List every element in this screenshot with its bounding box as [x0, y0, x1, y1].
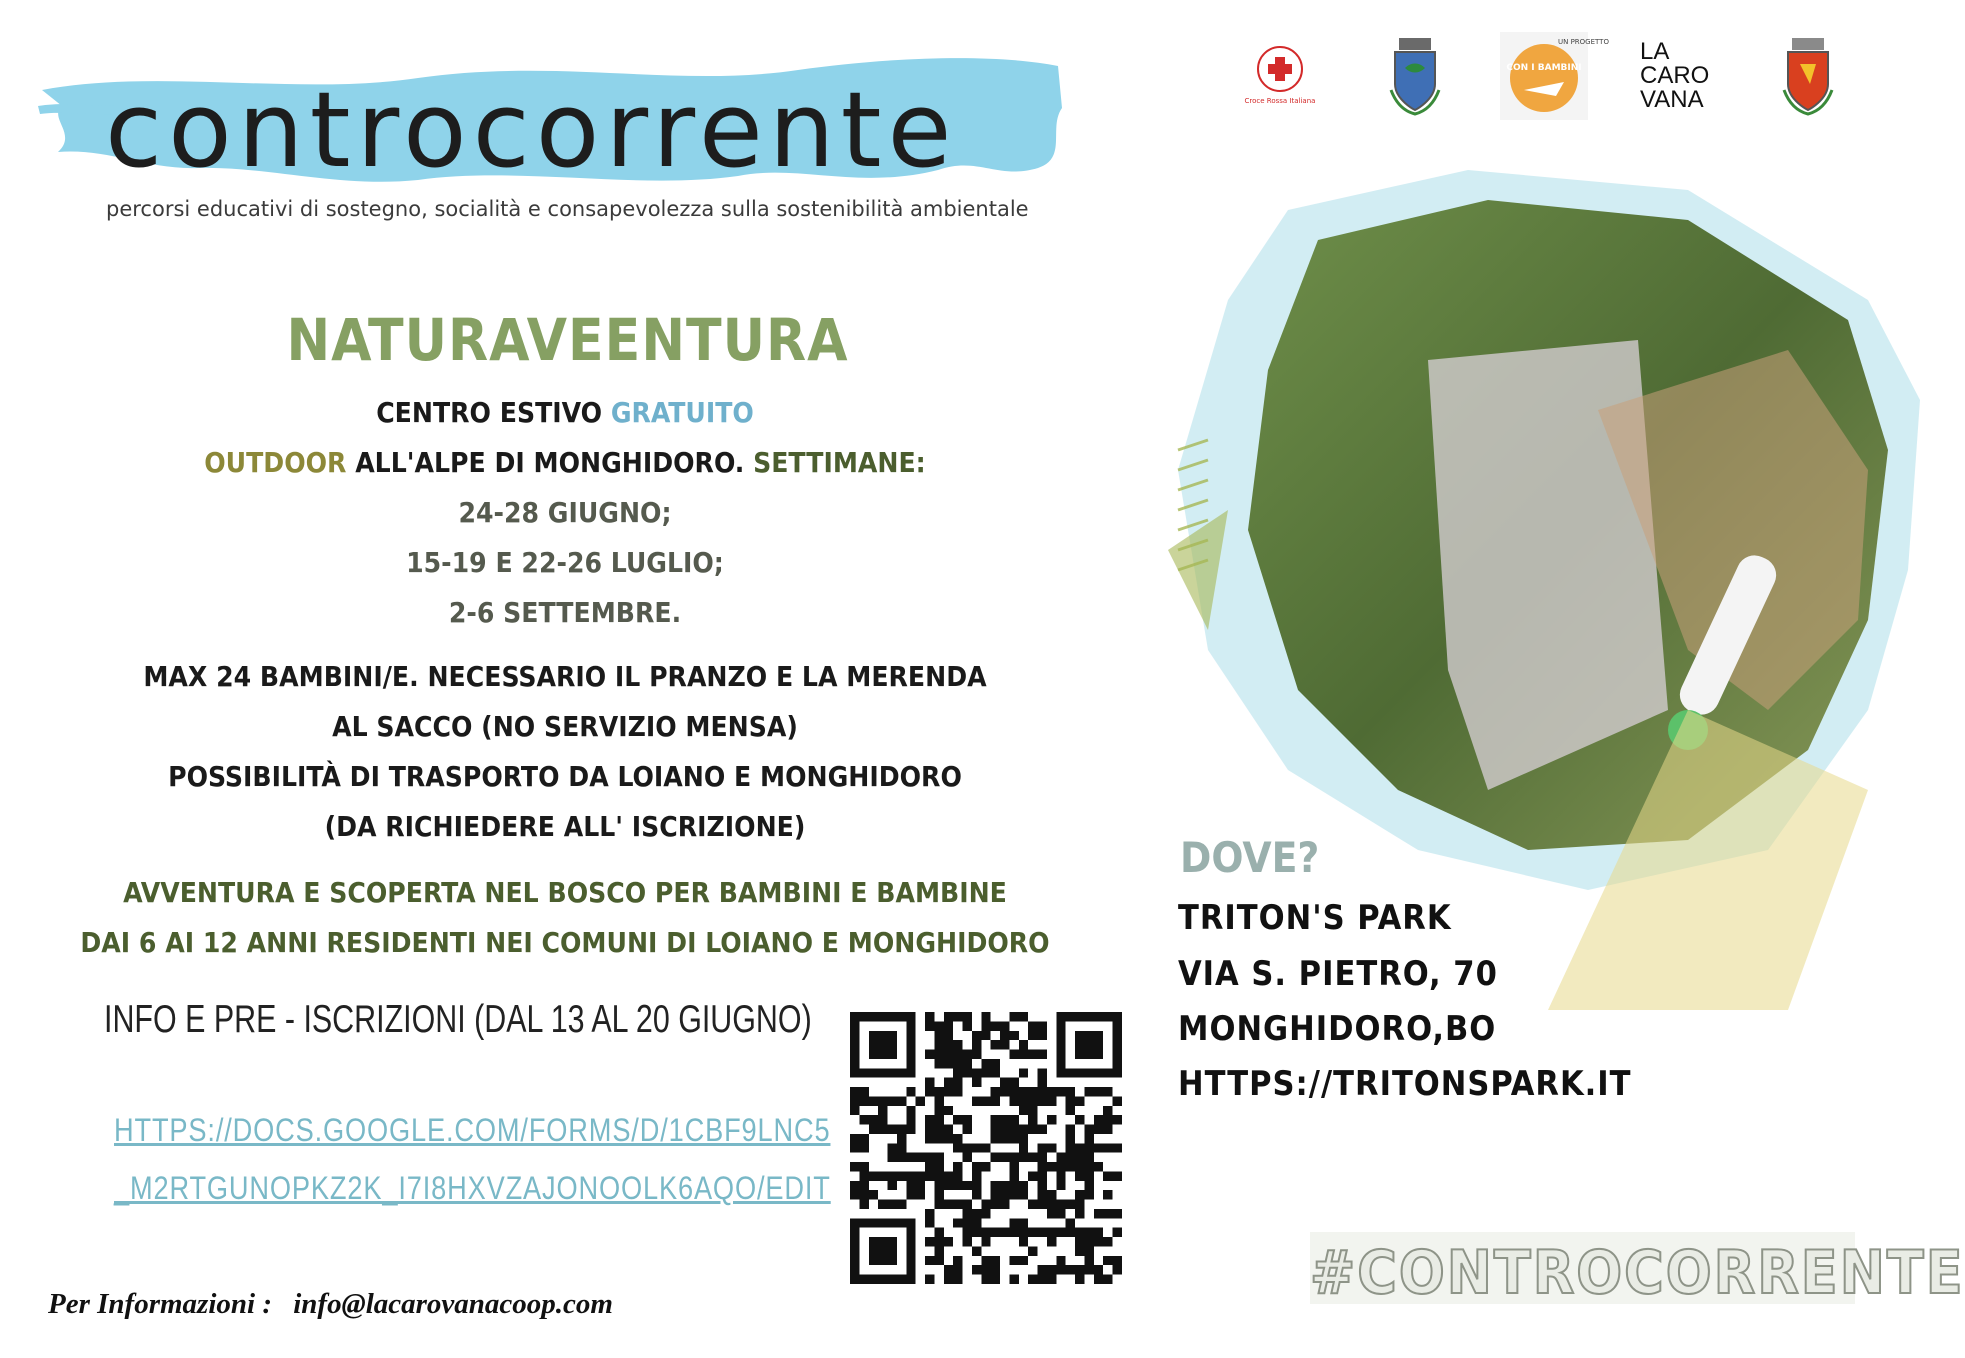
note-on-request: (DA RICHIEDERE ALL' ISCRIZIONE): [324, 810, 806, 843]
brand-tagline: percorsi educativi di sostegno, socialità e consapevolezza sulla sostenibilità ambientale: [106, 197, 1029, 221]
caravana-line-1: LA: [1640, 38, 1670, 65]
location-name: TRITON'S PARK: [1178, 898, 1452, 938]
free-label: GRATUITO: [610, 396, 754, 429]
hashtag-banner: [1310, 1232, 1965, 1308]
event-line-location: [60, 438, 1070, 488]
week-3: 2-6 SETTEMBRE.: [448, 596, 682, 629]
location-city: MONGHIDORO,BO: [1178, 1009, 1497, 1049]
brand-wordmark: controcorrente: [105, 69, 958, 191]
note-transport: POSSIBILITÀ DI TRASPORTO DA LOIANO E MONGHIDORO: [168, 760, 962, 793]
registration-link-line-2[interactable]: _M2RTGUNOPKZ2K_I7I8HXVZAJONOOLK6AQO/EDIT: [114, 1170, 831, 1206]
qr-code[interactable]: [850, 1012, 1122, 1284]
contact-email[interactable]: info@lacarovanacoop.com: [293, 1288, 613, 1320]
red-cross-text: Croce Rossa Italiana: [1244, 97, 1316, 105]
con-i-bambini-logo: [1500, 30, 1609, 122]
location-website[interactable]: HTTPS://TRITONSPARK.IT: [1178, 1064, 1632, 1104]
contact-info: [48, 1288, 613, 1321]
registration-link-line-1[interactable]: HTTPS://DOCS.GOOGLE.COM/FORMS/D/1CBF9LNC5: [114, 1112, 831, 1148]
caravana-line-2: CARO: [1640, 62, 1710, 89]
municipal-crest-loiano-icon: [1385, 30, 1445, 122]
week-1: 24-28 GIUGNO;: [458, 496, 672, 529]
caravana-line-3: VANA: [1640, 86, 1704, 113]
camp-label: CENTRO ESTIVO: [376, 396, 603, 429]
red-cross-logo: [1240, 30, 1320, 122]
where-heading: DOVE?: [1180, 833, 1320, 882]
contact-label: Per Informazioni :: [48, 1288, 272, 1320]
description-line-1: AVVENTURA E SCOPERTA NEL BOSCO PER BAMBINI E BAMBINE: [123, 876, 1007, 909]
registration-label: INFO E PRE - ISCRIZIONI (DAL 13 AL 20 GIUGNO): [104, 998, 812, 1041]
municipal-crest-monghidoro-icon: [1778, 30, 1838, 122]
alpe-label: ALL'ALPE DI MONGHIDORO.: [355, 446, 745, 479]
project-name: CON I BAMBINI: [1506, 63, 1582, 73]
note-max-children: MAX 24 BAMBINI/E. NECESSARIO IL PRANZO E LA MERENDA: [143, 660, 987, 693]
outdoor-label: OUTDOOR: [204, 446, 347, 479]
event-line-camp: [60, 388, 1070, 438]
project-prefix: UN PROGETTO: [1558, 38, 1609, 46]
location-street: VIA S. PIETRO, 70: [1178, 954, 1498, 994]
week-2: 15-19 E 22-26 LUGLIO;: [406, 546, 724, 579]
hashtag-text: #CONTROCORRENTE: [1310, 1238, 1965, 1308]
description-line-2: DAI 6 AI 12 ANNI RESIDENTI NEI COMUNI DI LOIANO E MONGHIDORO: [80, 926, 1050, 959]
la-carovana-logo: [1640, 30, 1730, 122]
event-title: NATURAVEENTURA: [286, 306, 849, 374]
weeks-label: SETTIMANE:: [753, 446, 926, 479]
note-lunch: AL SACCO (NO SERVIZIO MENSA): [332, 710, 798, 743]
